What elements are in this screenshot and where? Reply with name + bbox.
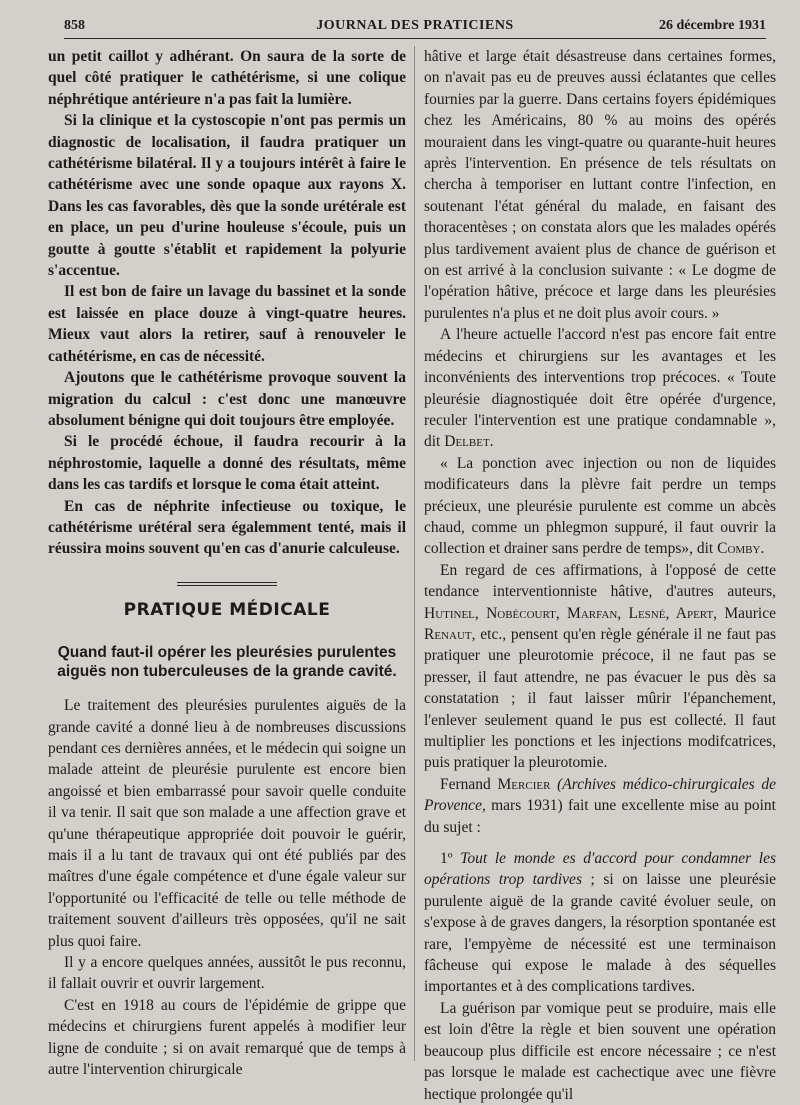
paragraph: Le traitement des pleurésies purulentes aiguës de la grande cavité a donné lieu à de nombreuses discussions pendant ces dernières années, et le médecin qui soigne un malade atteint de pleurésie purulente est encore bien angoissé et bien embarrassé pour savoir quelle conduite il va tenir. Il sait que son malade a une affection grave et qu'une thérapeutique appropriée doit pouvoir le guérir, mais il a lu tant de travaux qui ont été publiés par des maîtres d'une égale compétence et d'une égale valeur sur l'opportunité ou l'efficacité de telle ou telle méthode de traitement souvent d'ailleurs très opposées, qu'il ne sait plus quoi faire. [48,697,406,950]
journal-title: JOURNAL DES PRATICIENS [316,18,514,33]
paragraph: 1º Tout le monde es d'accord pour condamner les opérations trop tardives ; si on laisse une pleurésie purulente aiguë de la grande cavité évoluer seule, on s'expose à de graves dangers, la résorption spontanée est rare, l'empyème de nécessité est une terminaison fâcheuse qui expose le malade à des séquelles importantes et à des complications tardives. [424,850,777,996]
running-header [64,14,766,39]
paragraph: Il y a encore quelques années, aussitôt le pus reconnu, il fallait ouvrir et ouvrir largement. [48,954,406,993]
author-name: Comby. [717,540,765,558]
paragraph: Il est bon de faire un lavage du bassinet et la sonde est laissée en place douze à vingt-quatre heures. Mieux vaut alors la retirer, sauf à renouveler le cathétérisme, en cas de nécessité. [48,283,406,365]
issue-date: 26 décembre 1931 [658,18,766,33]
left-column [48,46,406,1079]
emphasis: Tout le monde es d'accord pour condamner les opérations trop tardives [424,850,776,889]
author-names: Hutinel, Nobécourt, Marfan, Lesné, Apert, [424,604,718,622]
page-number: 858 [64,18,85,33]
paragraph: Si la clinique et la cystoscopie n'ont pas permis un diagnostic de localisation, il faudra pratiquer un cathétérisme bilatéral. Il y a toujours intérêt à faire le cathétérisme avec une sonde opaque aux rayons X. Dans les cas favorables, dès que la sonde urétérale est en place, un peu d'urine houleuse s'écoule, puis un goutte à goutte s'établit et rapidement la polyurie s'accentue. [48,112,406,280]
paragraph: un petit caillot y adhérant. On saura de la sorte de quel côté pratiquer le cathétérisme, si une colique néphrétique antérieure n'a pas fait la lumière. [48,48,406,108]
paragraph: En regard de ces affirmations, à l'opposé de cette tendance interventionniste hâtive, d'autres auteurs, Hutinel, Nobécourt, Marfan, Lesné, Apert, Maurice Renaut, etc., pensent qu'en règle générale il ne faut pas pratiquer une pleurotomie précoce, il ne faut pas se presser, il faut attendre, ne pas évacuer le pus dès sa constatation ; il faut laisser mûrir l'épanchement, l'enlever seulement quand le pus est collecté. Il faut multiplier les ponctions et les injections modifcatrices, puis pratiquer la pleurotomie. [424,561,776,772]
section-separator [177,582,277,586]
paragraph: Fernand Mercier (Archives médico-chirurgicales de Provence, mars 1931) fait une excellente mise au point du sujet : [424,775,777,836]
paragraph: Ajoutons que le cathétérisme provoque souvent la migration du calcul : c'est donc une manœuvre absolument bénigne qui doit toujours être employée. [48,369,406,429]
article-title: Quand faut-il opérer les pleurésies purulentes aiguës non tuberculeuses de la grande cavité. [57,644,397,681]
right-column [424,46,777,1103]
paragraph: Si le procédé échoue, il faudra recourir à la néphrostomie, laquelle a donné des résultats, même dans les cas tardifs et lorsque le coma était atteint. [48,433,406,494]
author-name: Delbet. [444,433,494,451]
paragraph: La guérison par vomique peut se produire, mais elle est loin d'être la règle et bien souvent une opération beaucoup plus difficile est encore nécessaire ; ce n'est pas lorsque le malade est cachectique avec une fièvre hectique prolongée qu'il [424,999,776,1103]
paragraph: « La ponction avec injection ou non de liquides modificateurs dans la plèvre fait perdre un temps précieux, une pleurésie purulente est comme un abcès chaud, comme un phlegmon suppuré, il faut ouvrir la collection et drainer sans perdre de temps», dit Comby. [424,454,776,558]
column-rule [414,46,415,1061]
section-title: PRATIQUE MÉDICALE [123,599,331,620]
paragraph: hâtive et large était désastreuse dans certaines formes, on n'avait pas eu de preuves aussi éclatantes que celles fournies par la guerre. Dans certains foyers épidémiques chez les Américains, 80 % au moins des opérés mouraient dans les vingt-quatre ou quarante-huit heures après l'intervention. En présence de tels résultats on chercha à temporiser en luttant contre l'infection, en soutenant l'état général du malade, en faisant des thoracentèses ; on constata alors que les malades opérés plus tardivement avaient plus de chance de guérison et on est arrivé à la conclusion suivante : « Le dogme de l'opération hâtive, précoce et large dans les pleurésies purulentes n'a plus et ne doit plus avoir cours. » [424,48,776,322]
citation: (Archives médico-chirurgicales de Provence, [424,775,777,815]
article-body [48,695,406,1080]
author-name: Renaut, [424,625,476,643]
author-name: Mercier [497,775,551,793]
paragraph: A l'heure actuelle l'accord n'est pas encore fait entre médecins et chirurgiens sur les avantages et les inconvénients des interventions trop précoces. « Toute pleurésie diagnostiquée doit être opérée d'urgence, reculer l'intervention est une pratique condamnable », dit Delbet. [424,326,776,451]
paragraph: En cas de néphrite infectieuse ou toxique, le cathétérisme urétéral sera égalemment tenté, mais il réussira moins souvent qu'en cas d'anurie calculeuse. [48,497,406,558]
paragraph: C'est en 1918 au cours de l'épidémie de grippe que médecins et chirurgiens furent appelés à modifier leur ligne de conduite ; si on avait remarqué que de temps à autre l'intervention chirurgicale [48,996,406,1079]
